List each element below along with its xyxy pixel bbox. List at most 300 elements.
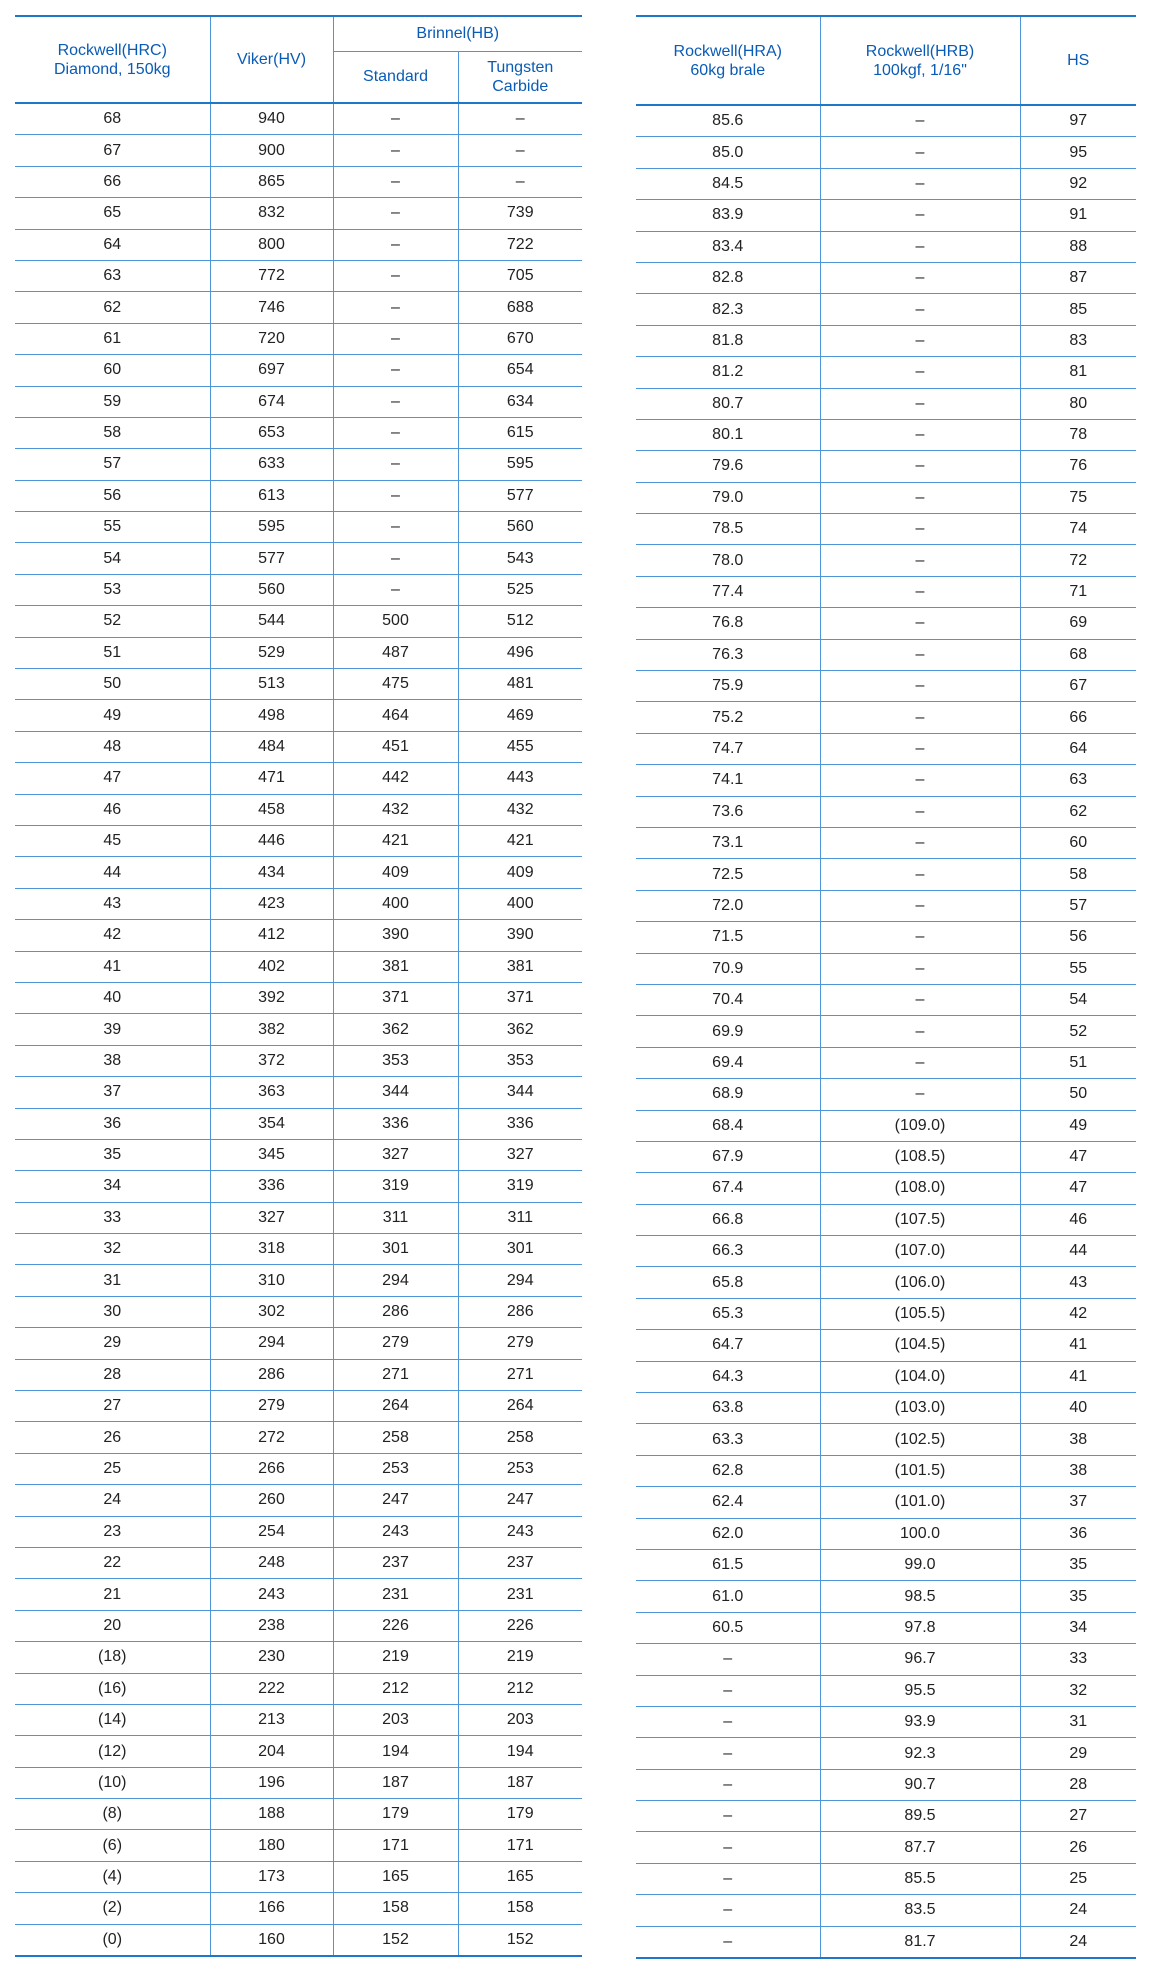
- hrc-cell: 55: [15, 512, 210, 543]
- hrb-cell: –: [820, 357, 1020, 388]
- hrc-cell: 43: [15, 888, 210, 919]
- hb-standard-cell: –: [333, 355, 458, 386]
- hb-tungsten-cell: 525: [458, 574, 582, 605]
- hrc-cell: 50: [15, 669, 210, 700]
- hrb-cell: –: [820, 168, 1020, 199]
- hb-standard-cell: –: [333, 260, 458, 291]
- hrc-cell: 38: [15, 1045, 210, 1076]
- hb-standard-cell: 464: [333, 700, 458, 731]
- table-row: [636, 1173, 1136, 1204]
- hs-cell: 56: [1020, 922, 1136, 953]
- hb-standard-cell: 203: [333, 1704, 458, 1735]
- table-row: [636, 765, 1136, 796]
- hb-tungsten-cell: 158: [458, 1893, 582, 1924]
- hb-tungsten-cell: 739: [458, 198, 582, 229]
- hv-cell: 529: [210, 637, 333, 668]
- hra-cell: 75.2: [636, 702, 820, 733]
- hrc-cell: 22: [15, 1547, 210, 1578]
- table-row: [636, 796, 1136, 827]
- hrb-cell: 97.8: [820, 1612, 1020, 1643]
- table-row: [15, 1516, 582, 1547]
- hb-tungsten-cell: 243: [458, 1516, 582, 1547]
- hb-standard-cell: 353: [333, 1045, 458, 1076]
- hrb-cell: –: [820, 325, 1020, 356]
- hrc-cell: 67: [15, 135, 210, 166]
- table-row: [15, 1453, 582, 1484]
- hb-tungsten-cell: 432: [458, 794, 582, 825]
- hb-standard-cell: 212: [333, 1673, 458, 1704]
- hs-cell: 49: [1020, 1110, 1136, 1141]
- table-row: [636, 482, 1136, 513]
- hrb-cell: 83.5: [820, 1895, 1020, 1926]
- hv-cell: 865: [210, 166, 333, 197]
- hb-standard-cell: 487: [333, 637, 458, 668]
- table-row: [15, 198, 582, 229]
- table-row: [15, 1265, 582, 1296]
- table-row: [15, 1045, 582, 1076]
- hs-cell: 54: [1020, 984, 1136, 1015]
- hrb-cell: –: [820, 859, 1020, 890]
- hb-tungsten-cell: 670: [458, 323, 582, 354]
- hrb-cell: (101.0): [820, 1487, 1020, 1518]
- right-table-body: [636, 105, 1136, 1958]
- hrb-cell: –: [820, 702, 1020, 733]
- hb-tungsten-cell: 187: [458, 1767, 582, 1798]
- hb-standard-cell: –: [333, 292, 458, 323]
- hv-cell: 446: [210, 825, 333, 856]
- hs-cell: 26: [1020, 1832, 1136, 1863]
- header-hrc: Rockwell(HRC) Diamond, 150kg: [15, 16, 210, 103]
- hrc-cell: 54: [15, 543, 210, 574]
- table-row: [15, 1139, 582, 1170]
- hrc-cell: 59: [15, 386, 210, 417]
- hb-standard-cell: 409: [333, 857, 458, 888]
- hb-tungsten-cell: 203: [458, 1704, 582, 1735]
- hb-tungsten-cell: 179: [458, 1799, 582, 1830]
- hra-cell: 80.7: [636, 388, 820, 419]
- hb-standard-cell: 187: [333, 1767, 458, 1798]
- hra-cell: 69.9: [636, 1016, 820, 1047]
- hb-tungsten-cell: 231: [458, 1579, 582, 1610]
- hrc-cell: 48: [15, 731, 210, 762]
- hrc-cell: 66: [15, 166, 210, 197]
- hrb-cell: –: [820, 922, 1020, 953]
- hrc-cell: 47: [15, 763, 210, 794]
- hb-tungsten-cell: 362: [458, 1014, 582, 1045]
- hb-standard-cell: 327: [333, 1139, 458, 1170]
- hb-tungsten-cell: 212: [458, 1673, 582, 1704]
- hv-cell: 254: [210, 1516, 333, 1547]
- hv-cell: 354: [210, 1108, 333, 1139]
- hb-standard-cell: 390: [333, 920, 458, 951]
- hrb-cell: –: [820, 608, 1020, 639]
- hb-standard-cell: 231: [333, 1579, 458, 1610]
- table-row: [636, 1361, 1136, 1392]
- table-row: [636, 671, 1136, 702]
- table-row: [15, 1736, 582, 1767]
- hv-cell: 248: [210, 1547, 333, 1578]
- hv-cell: 940: [210, 103, 333, 135]
- hs-cell: 42: [1020, 1298, 1136, 1329]
- hb-standard-cell: 500: [333, 606, 458, 637]
- hv-cell: 674: [210, 386, 333, 417]
- hb-standard-cell: 286: [333, 1296, 458, 1327]
- hb-tungsten-cell: 171: [458, 1830, 582, 1861]
- hb-standard-cell: 165: [333, 1861, 458, 1892]
- hv-cell: 772: [210, 260, 333, 291]
- hb-tungsten-cell: 194: [458, 1736, 582, 1767]
- hrb-cell: (101.5): [820, 1455, 1020, 1486]
- table-row: [15, 857, 582, 888]
- hra-cell: 71.5: [636, 922, 820, 953]
- table-row: [636, 1141, 1136, 1172]
- table-row: [15, 1579, 582, 1610]
- hv-cell: 434: [210, 857, 333, 888]
- hv-cell: 560: [210, 574, 333, 605]
- hv-cell: 382: [210, 1014, 333, 1045]
- hrc-cell: 35: [15, 1139, 210, 1170]
- hrb-cell: (107.5): [820, 1204, 1020, 1235]
- hv-cell: 238: [210, 1610, 333, 1641]
- hra-cell: 67.4: [636, 1173, 820, 1204]
- hs-cell: 67: [1020, 671, 1136, 702]
- hs-cell: 55: [1020, 953, 1136, 984]
- hs-cell: 35: [1020, 1581, 1136, 1612]
- hra-cell: 72.5: [636, 859, 820, 890]
- table-row: [15, 1610, 582, 1641]
- hardness-table-right: [636, 15, 1136, 1959]
- hrb-cell: 100.0: [820, 1518, 1020, 1549]
- hra-cell: 60.5: [636, 1612, 820, 1643]
- hb-tungsten-cell: 595: [458, 449, 582, 480]
- hardness-table-left: [15, 15, 582, 1957]
- hb-standard-cell: –: [333, 480, 458, 511]
- table-row: [15, 512, 582, 543]
- header-hb-tungsten: Tungsten Carbide: [458, 51, 582, 103]
- table-row: [636, 262, 1136, 293]
- hrc-cell: (12): [15, 1736, 210, 1767]
- hb-tungsten-cell: 271: [458, 1359, 582, 1390]
- table-row: [15, 229, 582, 260]
- table-row: [636, 1926, 1136, 1958]
- table-row: [15, 1642, 582, 1673]
- hrc-cell: 29: [15, 1328, 210, 1359]
- hb-tungsten-cell: 654: [458, 355, 582, 386]
- hv-cell: 327: [210, 1202, 333, 1233]
- hv-cell: 243: [210, 1579, 333, 1610]
- hv-cell: 222: [210, 1673, 333, 1704]
- hra-cell: –: [636, 1706, 820, 1737]
- hv-cell: 392: [210, 982, 333, 1013]
- hs-cell: 74: [1020, 514, 1136, 545]
- table-row: [15, 794, 582, 825]
- hrc-cell: 42: [15, 920, 210, 951]
- hv-cell: 800: [210, 229, 333, 260]
- hs-cell: 51: [1020, 1047, 1136, 1078]
- hra-cell: 82.8: [636, 262, 820, 293]
- hrc-cell: 62: [15, 292, 210, 323]
- hv-cell: 230: [210, 1642, 333, 1673]
- table-row: [15, 1485, 582, 1516]
- hs-cell: 43: [1020, 1267, 1136, 1298]
- table-row: [636, 702, 1136, 733]
- hs-cell: 40: [1020, 1393, 1136, 1424]
- hs-cell: 37: [1020, 1487, 1136, 1518]
- table-row: [636, 1769, 1136, 1800]
- hrb-cell: –: [820, 419, 1020, 450]
- table-row: [636, 1110, 1136, 1141]
- hb-tungsten-cell: 226: [458, 1610, 582, 1641]
- hrc-cell: 63: [15, 260, 210, 291]
- hs-cell: 69: [1020, 608, 1136, 639]
- hra-cell: 83.9: [636, 200, 820, 231]
- hs-cell: 97: [1020, 105, 1136, 137]
- hrc-cell: 34: [15, 1171, 210, 1202]
- table-row: [15, 1830, 582, 1861]
- hrb-cell: –: [820, 200, 1020, 231]
- hra-cell: 73.1: [636, 827, 820, 858]
- hs-cell: 35: [1020, 1549, 1136, 1580]
- header-hra: Rockwell(HRA) 60kg brale: [636, 16, 820, 105]
- hs-cell: 47: [1020, 1173, 1136, 1204]
- hv-cell: 286: [210, 1359, 333, 1390]
- hv-cell: 412: [210, 920, 333, 951]
- hv-cell: 266: [210, 1453, 333, 1484]
- table-row: [15, 1767, 582, 1798]
- hb-tungsten-cell: 253: [458, 1453, 582, 1484]
- hb-tungsten-cell: 390: [458, 920, 582, 951]
- hrc-cell: 51: [15, 637, 210, 668]
- hra-cell: 62.4: [636, 1487, 820, 1518]
- hv-cell: 720: [210, 323, 333, 354]
- hb-tungsten-cell: 353: [458, 1045, 582, 1076]
- hs-cell: 58: [1020, 859, 1136, 890]
- hrb-cell: –: [820, 765, 1020, 796]
- hb-tungsten-cell: 496: [458, 637, 582, 668]
- hrb-cell: –: [820, 231, 1020, 262]
- hb-tungsten-cell: 615: [458, 417, 582, 448]
- table-row: [636, 1612, 1136, 1643]
- hv-cell: 832: [210, 198, 333, 229]
- table-row: [636, 890, 1136, 921]
- hb-tungsten-cell: –: [458, 135, 582, 166]
- table-row: [15, 355, 582, 386]
- table-row: [15, 449, 582, 480]
- hb-tungsten-cell: 409: [458, 857, 582, 888]
- hrb-cell: (102.5): [820, 1424, 1020, 1455]
- table-row: [636, 1455, 1136, 1486]
- hra-cell: 61.5: [636, 1549, 820, 1580]
- hra-cell: –: [636, 1926, 820, 1958]
- hrc-cell: (0): [15, 1924, 210, 1956]
- hs-cell: 50: [1020, 1079, 1136, 1110]
- hrb-cell: 81.7: [820, 1926, 1020, 1958]
- table-row: [15, 480, 582, 511]
- hrb-cell: 98.5: [820, 1581, 1020, 1612]
- table-row: [15, 1234, 582, 1265]
- table-row: [636, 137, 1136, 168]
- hb-standard-cell: 432: [333, 794, 458, 825]
- table-row: [15, 323, 582, 354]
- hrc-cell: 40: [15, 982, 210, 1013]
- hra-cell: 73.6: [636, 796, 820, 827]
- header-hrb: Rockwell(HRB) 100kgf, 1/16": [820, 16, 1020, 105]
- hs-cell: 95: [1020, 137, 1136, 168]
- hs-cell: 31: [1020, 1706, 1136, 1737]
- table-row: [636, 451, 1136, 482]
- table-row: [636, 1518, 1136, 1549]
- hb-tungsten-cell: 543: [458, 543, 582, 574]
- hrc-cell: 26: [15, 1422, 210, 1453]
- hb-tungsten-cell: 279: [458, 1328, 582, 1359]
- hrc-cell: 30: [15, 1296, 210, 1327]
- table-row: [636, 168, 1136, 199]
- hs-cell: 57: [1020, 890, 1136, 921]
- hb-standard-cell: 158: [333, 1893, 458, 1924]
- hv-cell: 471: [210, 763, 333, 794]
- hra-cell: 74.7: [636, 733, 820, 764]
- hb-standard-cell: 301: [333, 1234, 458, 1265]
- hs-cell: 44: [1020, 1236, 1136, 1267]
- hrc-cell: (8): [15, 1799, 210, 1830]
- hrc-cell: (16): [15, 1673, 210, 1704]
- hb-standard-cell: 442: [333, 763, 458, 794]
- hra-cell: 62.0: [636, 1518, 820, 1549]
- table-row: [15, 1296, 582, 1327]
- table-row: [15, 292, 582, 323]
- hra-cell: 69.4: [636, 1047, 820, 1078]
- table-row: [15, 1799, 582, 1830]
- hra-cell: 80.1: [636, 419, 820, 450]
- hv-cell: 345: [210, 1139, 333, 1170]
- hs-cell: 24: [1020, 1926, 1136, 1958]
- hb-standard-cell: 226: [333, 1610, 458, 1641]
- hrb-cell: –: [820, 482, 1020, 513]
- table-row: [15, 103, 582, 135]
- table-row: [15, 574, 582, 605]
- hv-cell: 294: [210, 1328, 333, 1359]
- hb-standard-cell: –: [333, 323, 458, 354]
- hv-cell: 402: [210, 951, 333, 982]
- hs-cell: 91: [1020, 200, 1136, 231]
- table-row: [15, 1014, 582, 1045]
- hrb-cell: 93.9: [820, 1706, 1020, 1737]
- hs-cell: 46: [1020, 1204, 1136, 1235]
- hra-cell: –: [636, 1801, 820, 1832]
- hs-cell: 78: [1020, 419, 1136, 450]
- hs-cell: 88: [1020, 231, 1136, 262]
- hra-cell: 78.5: [636, 514, 820, 545]
- table-row: [15, 1547, 582, 1578]
- table-row: [636, 1675, 1136, 1706]
- hrc-cell: 21: [15, 1579, 210, 1610]
- hb-standard-cell: 475: [333, 669, 458, 700]
- hrc-cell: 61: [15, 323, 210, 354]
- hrc-cell: 23: [15, 1516, 210, 1547]
- hb-tungsten-cell: 336: [458, 1108, 582, 1139]
- hra-cell: –: [636, 1832, 820, 1863]
- table-row: [636, 1047, 1136, 1078]
- hv-cell: 310: [210, 1265, 333, 1296]
- hb-standard-cell: 311: [333, 1202, 458, 1233]
- hb-tungsten-cell: 421: [458, 825, 582, 856]
- hs-cell: 38: [1020, 1455, 1136, 1486]
- table-row: [15, 166, 582, 197]
- hv-cell: 160: [210, 1924, 333, 1956]
- hs-cell: 83: [1020, 325, 1136, 356]
- hrb-cell: –: [820, 105, 1020, 137]
- table-row: [636, 294, 1136, 325]
- hv-cell: 595: [210, 512, 333, 543]
- hb-standard-cell: –: [333, 229, 458, 260]
- table-row: [636, 639, 1136, 670]
- hb-standard-cell: –: [333, 166, 458, 197]
- hs-cell: 36: [1020, 1518, 1136, 1549]
- left-table-body: [15, 103, 582, 1956]
- table-row: [15, 606, 582, 637]
- hrc-cell: 56: [15, 480, 210, 511]
- hs-cell: 81: [1020, 357, 1136, 388]
- hra-cell: 74.1: [636, 765, 820, 796]
- header-hb-standard: Standard: [333, 51, 458, 103]
- hrc-cell: 58: [15, 417, 210, 448]
- hrc-cell: 41: [15, 951, 210, 982]
- hb-tungsten-cell: 247: [458, 1485, 582, 1516]
- hra-cell: 68.9: [636, 1079, 820, 1110]
- table-row: [15, 1171, 582, 1202]
- table-row: [636, 576, 1136, 607]
- table-row: [15, 1422, 582, 1453]
- hv-cell: 900: [210, 135, 333, 166]
- hrc-cell: (14): [15, 1704, 210, 1735]
- header-hb-group: Brinnel(HB): [333, 16, 582, 51]
- hb-standard-cell: –: [333, 198, 458, 229]
- hb-standard-cell: 258: [333, 1422, 458, 1453]
- table-row: [15, 1861, 582, 1892]
- table-row: [15, 951, 582, 982]
- hrb-cell: 89.5: [820, 1801, 1020, 1832]
- hrb-cell: –: [820, 796, 1020, 827]
- table-row: [15, 669, 582, 700]
- hs-cell: 41: [1020, 1330, 1136, 1361]
- hb-standard-cell: –: [333, 135, 458, 166]
- hra-cell: –: [636, 1675, 820, 1706]
- hb-tungsten-cell: 301: [458, 1234, 582, 1265]
- hb-tungsten-cell: 560: [458, 512, 582, 543]
- hrc-cell: 36: [15, 1108, 210, 1139]
- table-row: [15, 920, 582, 951]
- table-row: [636, 1738, 1136, 1769]
- hv-cell: 302: [210, 1296, 333, 1327]
- hrb-cell: 92.3: [820, 1738, 1020, 1769]
- hrb-cell: 87.7: [820, 1832, 1020, 1863]
- table-row: [636, 1267, 1136, 1298]
- table-row: [636, 1487, 1136, 1518]
- hb-standard-cell: 451: [333, 731, 458, 762]
- hb-tungsten-cell: 705: [458, 260, 582, 291]
- hrc-cell: 24: [15, 1485, 210, 1516]
- hrb-cell: –: [820, 890, 1020, 921]
- table-row: [15, 135, 582, 166]
- hra-cell: 63.8: [636, 1393, 820, 1424]
- hra-cell: 72.0: [636, 890, 820, 921]
- hrb-cell: –: [820, 545, 1020, 576]
- hb-standard-cell: 271: [333, 1359, 458, 1390]
- hv-cell: 746: [210, 292, 333, 323]
- hs-cell: 85: [1020, 294, 1136, 325]
- hra-cell: 85.0: [636, 137, 820, 168]
- hrb-cell: (109.0): [820, 1110, 1020, 1141]
